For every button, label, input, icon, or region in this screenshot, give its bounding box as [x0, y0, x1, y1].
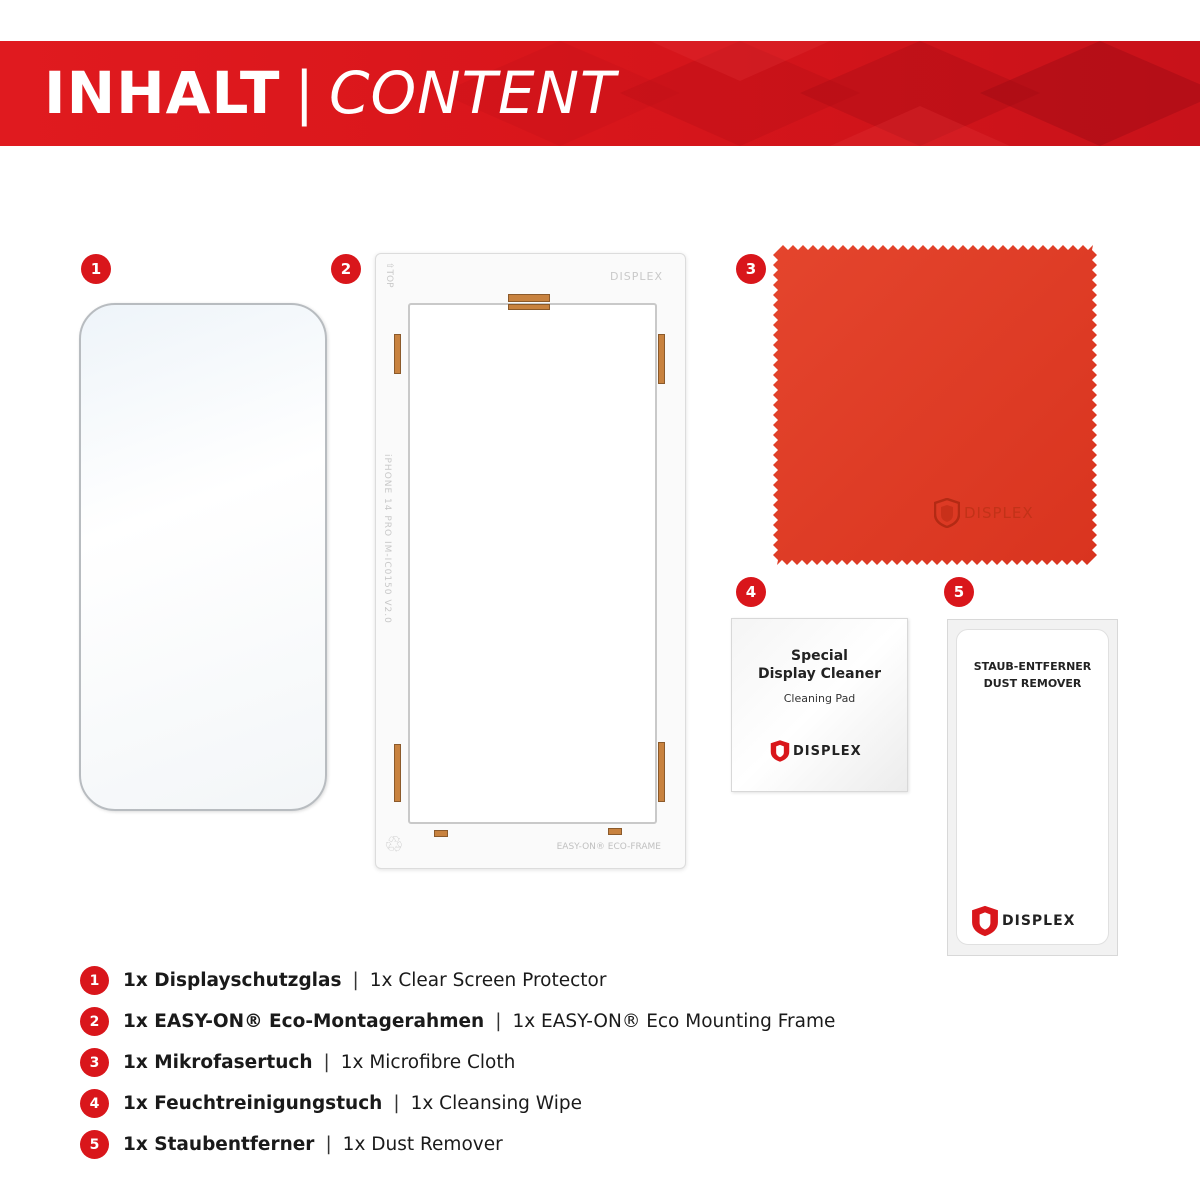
dust-logo: DISPLEX [971, 904, 1075, 938]
displex-shield-icon [770, 739, 790, 763]
cloth-brand: DISPLEX [934, 498, 1034, 528]
legend-de: 1x EASY-ON® Eco-Montagerahmen [123, 1011, 485, 1032]
recycle-icon: ♲ [384, 833, 404, 858]
contents-legend [80, 960, 835, 1165]
displex-shield-icon [971, 904, 999, 938]
legend-en: 1x Dust Remover [342, 1134, 503, 1155]
frame-tab [434, 830, 448, 837]
frame-foot-label: EASY-ON® ECO-FRAME [556, 842, 661, 852]
legend-badge: 1 [80, 966, 109, 995]
legend-separator: | [352, 970, 359, 991]
frame-tab [394, 334, 401, 374]
legend-separator: | [323, 1052, 330, 1073]
wipe-subtitle: Cleaning Pad [783, 692, 856, 705]
frame-tab [508, 294, 550, 302]
legend-badge: 5 [80, 1130, 109, 1159]
legend-en: 1x Clear Screen Protector [369, 970, 607, 991]
item-1-badge: 1 [81, 254, 111, 284]
legend-en: 1x Cleansing Wipe [410, 1093, 582, 1114]
legend-separator: | [393, 1093, 400, 1114]
item-5-badge: 5 [944, 577, 974, 607]
legend-row [80, 1083, 835, 1124]
cleansing-wipe [731, 618, 908, 792]
frame-tab [658, 334, 665, 384]
legend-de: 1x Displayschutzglas [123, 970, 342, 991]
frame-window [408, 303, 657, 824]
item-3-badge: 3 [736, 254, 766, 284]
header-banner [0, 41, 1200, 146]
legend-en: 1x EASY-ON® Eco Mounting Frame [512, 1011, 836, 1032]
legend-badge: 4 [80, 1089, 109, 1118]
frame-top-label: ⇧TOP [384, 262, 394, 288]
legend-row [80, 1001, 835, 1042]
mounting-frame [375, 253, 686, 869]
item-4-badge: 4 [736, 577, 766, 607]
frame-tab [608, 828, 622, 835]
wipe-logo: DISPLEX [770, 739, 862, 763]
arrow-up-icon: ⇧ [384, 262, 394, 270]
screen-protector-glass [79, 303, 327, 811]
dust-remover [947, 619, 1118, 956]
page-title [44, 59, 616, 127]
legend-row [80, 1042, 835, 1083]
frame-tab [394, 744, 401, 802]
legend-row [80, 1124, 835, 1165]
displex-shield-icon [934, 498, 960, 528]
legend-badge: 3 [80, 1048, 109, 1077]
frame-tab [508, 304, 550, 310]
legend-en: 1x Microfibre Cloth [340, 1052, 516, 1073]
frame-tab [658, 742, 665, 802]
legend-de: 1x Mikrofasertuch [123, 1052, 313, 1073]
legend-de: 1x Feuchtreinigungstuch [123, 1093, 383, 1114]
title-separator: | [294, 59, 316, 127]
legend-badge: 2 [80, 1007, 109, 1036]
frame-brand-label: DISPLEX [610, 270, 663, 283]
legend-separator: | [325, 1134, 332, 1155]
title-en: CONTENT [329, 59, 617, 127]
legend-row [80, 960, 835, 1001]
title-de: INHALT [44, 59, 281, 127]
dust-remover-label [956, 629, 1109, 945]
legend-separator: | [495, 1011, 502, 1032]
item-2-badge: 2 [331, 254, 361, 284]
frame-model-label: iPHONE 14 PRO IM-IC0150 V2.0 [382, 454, 392, 624]
dust-title: STAUB-ENTFERNER DUST REMOVER [973, 660, 1092, 690]
wipe-title: Special Display Cleaner [758, 648, 881, 682]
legend-de: 1x Staubentferner [123, 1134, 315, 1155]
